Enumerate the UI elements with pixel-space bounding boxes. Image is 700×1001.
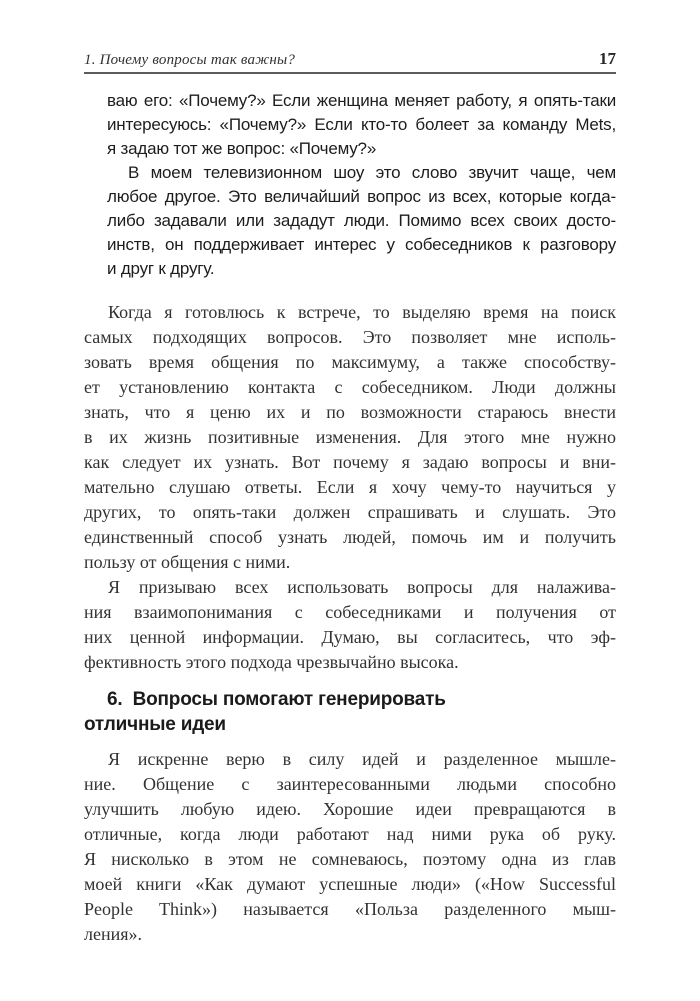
text-line: В моем телевизионном шоу это слово звучит чаще, чем: [128, 163, 616, 182]
text-line: любое другое. Это величайший вопрос из всех, которые когда-: [107, 187, 616, 206]
text-line: мательно слушаю ответы. Если я хочу чему-то научиться у: [84, 477, 616, 497]
text-line: самых подходящих вопросов. Это позволяет мне исполь-: [84, 327, 616, 347]
text-line: я задаю тот же вопрос: «Почему?»: [107, 139, 377, 158]
text-line: них ценной информации. Думаю, вы согласитесь, что эф-: [84, 627, 616, 647]
text-line: моей книги «Как думают успешные люди» («How Successful: [84, 874, 616, 894]
text-line: единственный способ узнать людей, помочь им и получить: [84, 527, 616, 547]
text-line: Когда я готовлюсь к встрече, то выделяю время на поиск: [108, 302, 616, 322]
running-title: 1. Почему вопросы так важны?: [84, 52, 296, 68]
text-line: пользу от общения с ними.: [84, 552, 291, 572]
paragraph: [84, 747, 616, 947]
text-line: интересуюсь: «Почему?» Если кто-то болеет за команду Mets,: [107, 115, 616, 134]
text-line: как следует их узнать. Вот почему я задаю вопросы и вни-: [84, 452, 616, 472]
page-header: [84, 0, 616, 74]
text-line: либо задавали или зададут люди. Помимо всех своих досто-: [107, 211, 616, 230]
text-line: People Think») называется «Польза разделенного мыш-: [84, 899, 616, 919]
text-line: Я нисколько в этом не сомневаюсь, поэтому одна из глав: [84, 849, 616, 869]
quote-block: [84, 89, 616, 281]
section-paragraphs: [84, 747, 616, 947]
text-line: других, то опять-таки должен спрашивать и слушать. Это: [84, 502, 616, 522]
text-line: ние. Общение с заинтересованными людьми способно: [84, 774, 616, 794]
text-line: отличные, когда люди работают над ними рука об руку.: [84, 824, 616, 844]
section-heading: [84, 687, 616, 737]
text-line: фективность этого подхода чрезвычайно высока.: [84, 652, 459, 672]
text-line: Я искренне верю в силу идей и разделенное мышле-: [108, 749, 616, 769]
text-line: инств, он поддерживает интерес у собеседников к разговору: [107, 235, 616, 254]
intro-paragraphs: [84, 300, 616, 675]
text-line: ет установлению контакта с собеседником. Люди должны: [84, 377, 616, 397]
section-heading-line-2: отличные идеи: [84, 714, 226, 735]
paragraph: [84, 575, 616, 675]
text-line: знать, что я ценю их и по возможности стараюсь внести: [84, 402, 616, 422]
body-text: [84, 300, 616, 947]
text-line: зовать время общения по максимуму, а также способству-: [84, 352, 616, 372]
paragraph: [107, 89, 616, 161]
text-line: ваю его: «Почему?» Если женщина меняет работу, я опять-таки: [107, 91, 616, 110]
text-line: и друг к другу.: [107, 259, 215, 278]
text-line: Я призываю всех использовать вопросы для налажива-: [108, 577, 616, 597]
paragraph: [107, 161, 616, 281]
text-line: улучшить любую идею. Хорошие идеи превращаются в: [84, 799, 616, 819]
paragraph: [84, 300, 616, 575]
text-line: в их жизнь позитивные изменения. Для этого мне нужно: [84, 427, 616, 447]
section-heading-line-1: 6. Вопросы помогают генерировать: [107, 689, 446, 710]
text-line: ния взаимопонимания с собеседниками и получения от: [84, 602, 616, 622]
text-line: ления».: [84, 924, 143, 944]
page-number: 17: [599, 49, 616, 68]
